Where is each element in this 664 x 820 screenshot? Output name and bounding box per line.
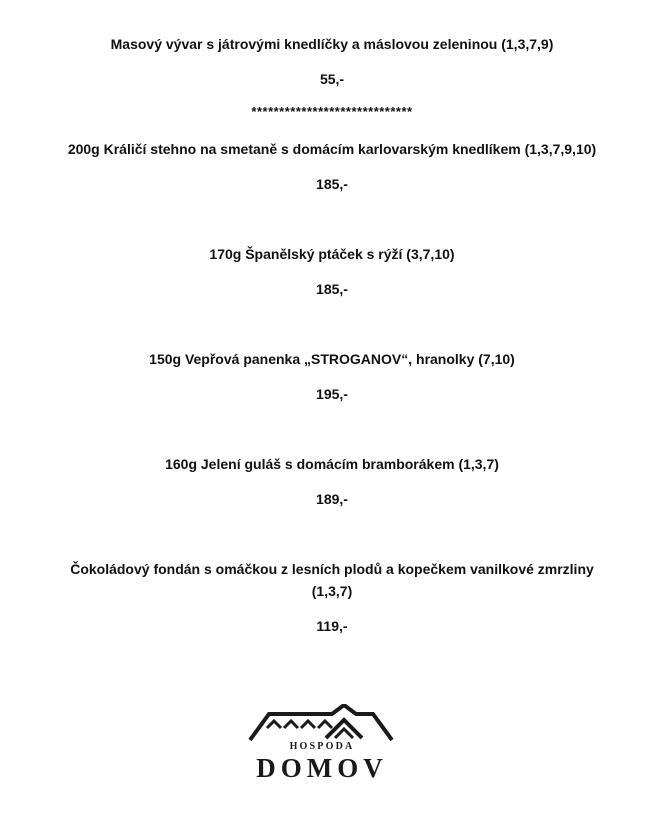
main-1-name: 200g Králičí stehno na smetaně s domácím karlovarským knedlíkem (1,3,7,9,10) <box>67 141 597 157</box>
main-1-price: 185,- <box>316 176 348 192</box>
main-4-price: 189,- <box>316 491 348 507</box>
main-3-price: 195,- <box>316 386 348 402</box>
main-3-name: 150g Vepřová panenka „STROGANOV“, hranolky (7,10) <box>149 351 515 367</box>
main-2-name: 170g Španělský ptáček s rýží (3,7,10) <box>209 246 455 262</box>
dessert-name-line1: Čokoládový fondán s omáčkou z lesních plodů a kopečkem vanilkové zmrzliny <box>70 561 594 577</box>
dessert-price: 119,- <box>316 618 348 634</box>
main-2-price: 185,- <box>316 281 348 297</box>
dessert-name-line2: (1,3,7) <box>311 583 353 599</box>
hospoda-domov-logo <box>247 704 397 784</box>
logo-hospoda-text: HOSPODA <box>289 741 355 752</box>
soup-price: 55,- <box>319 71 345 87</box>
divider-stars: ***************************** <box>251 104 413 119</box>
roof-icon <box>247 704 397 744</box>
logo-domov-text: DOMOV <box>256 753 388 783</box>
main-4-name: 160g Jelení guláš s domácím bramborákem (1,3,7) <box>165 456 499 472</box>
soup-name: Masový vývar s játrovými knedlíčky a máslovou zeleninou (1,3,7,9) <box>110 36 554 52</box>
